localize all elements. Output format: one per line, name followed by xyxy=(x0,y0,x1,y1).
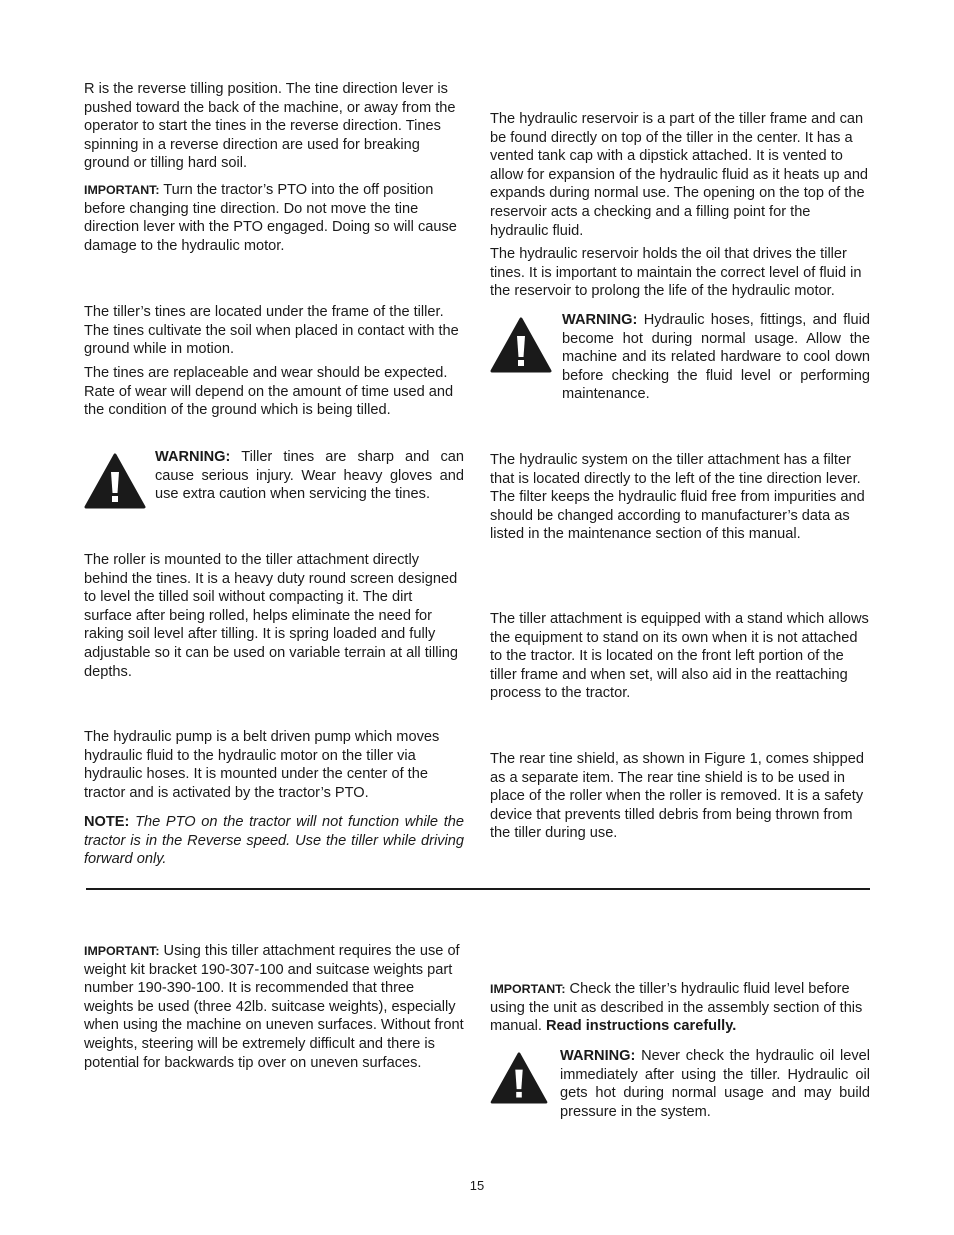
pump-paragraph: The hydraulic pump is a belt driven pump which moves hydraulic fluid to the hydraulic motor on the tiller via hydraulic hoses. It is mounted under the center of the tractor and is activated by the tractor’s PTO. xyxy=(84,729,440,801)
warning-label: WARNING: xyxy=(155,449,231,465)
reservoir-paragraph-2: The hydraulic reservoir holds the oil that drives the tiller tines. It is important to maintain the correct level of fluid in the reservoir to prolong the life of the hydraulic motor. xyxy=(490,246,862,300)
warning-hoses-text xyxy=(562,311,870,404)
warning-exclamation-icon xyxy=(490,317,552,373)
filter-paragraph: The hydraulic system on the tiller attachment has a filter that is located directly to the left of the tine direction lever. The filter keeps the hydraulic fluid free from impurities and should be changed according to manufacturer’s data as listed in the maintenance section of this manual. xyxy=(490,452,865,543)
stand-paragraph: The tiller attachment is equipped with a stand which allows the equipment to stand on its own when it is not attached to the tractor. It is located on the front left portion of the tiller frame and when set, will also aid in the reattaching process to the tractor. xyxy=(490,611,869,702)
shield-paragraph: The rear tine shield, as shown in Figure 1, comes shipped as a separate item. The rear tine shield is to be used in place of the roller when the roller is removed. It is a safety device that prevents tilled debris from being thrown from the tiller during use. xyxy=(490,751,864,842)
warning-text: Tiller tines are sharp and can cause serious injury. Wear heavy gloves and use extra caution when servicing the tines. xyxy=(155,449,464,503)
important-bold-text: Read instructions carefully. xyxy=(545,1018,737,1035)
warning-oil-text xyxy=(560,1047,870,1121)
important-label: IMPORTANT: xyxy=(84,183,160,197)
warning-tines-text xyxy=(155,448,464,504)
page-number: 15 xyxy=(469,1178,485,1193)
warning-exclamation-icon xyxy=(490,1052,548,1104)
tines-paragraph-1: The tiller’s tines are located under the frame of the tiller. The tines cultivate the soil when placed in contact with the ground while in motion. xyxy=(84,304,459,358)
note-label: NOTE: xyxy=(84,814,130,830)
roller-paragraph: The roller is mounted to the tiller attachment directly behind the tines. It is a heavy duty round screen designed to level the tilled soil without compacting it. The dirt surface after being rolled, helps eliminate the need for raking soil level after tilling. It is spring loaded and fully adjustable so it can be used on variable terrain at all tilling depths. xyxy=(84,552,458,680)
warning-text: Never check the hydraulic oil level immediately after using the tiller. Hydraulic oil gets hot during normal usage and may build pressure in the system. xyxy=(560,1048,870,1120)
important-text: Using this tiller attachment requires the use of weight kit bracket 190-307-100 and suitcase weights part number 190-390-100. It is recommended that three weights be used (three 42lb. suitcase weights), especially when using the machine on uneven surfaces. Without front weights, steering will be extremely difficult and there is potential for backwards tip over on uneven surfaces. xyxy=(84,943,464,1071)
warning-oil-block xyxy=(490,1047,870,1125)
note-text: The PTO on the tractor will not function while the tractor is in the Reverse speed. Use the tiller while driving forward only. xyxy=(84,814,464,868)
warning-hoses-block xyxy=(490,311,870,406)
important-weights-note xyxy=(84,942,464,1072)
warning-exclamation-icon xyxy=(84,453,146,509)
warning-tines-block xyxy=(84,448,464,510)
important-fluid-note xyxy=(490,980,870,1036)
important-pto-note xyxy=(84,181,464,255)
warning-label: WARNING: xyxy=(560,1048,636,1064)
section-divider xyxy=(86,888,870,890)
tines-paragraph-2: The tines are replaceable and wear should be expected. Rate of wear will depend on the amount of time used and the condition of the ground which is being tilled. xyxy=(84,365,454,419)
warning-label: WARNING: xyxy=(562,312,638,328)
important-text: Check the tiller’s hydraulic fluid level before using the unit as described in the assembly section of this manual. xyxy=(490,981,863,1035)
reverse-paragraph: R is the reverse tilling position. The tine direction lever is pushed toward the back of the machine, or away from the operator to start the tines in the reverse direction. Tines spinning in a reverse direction are used for breaking ground or tilling hard soil. xyxy=(84,81,456,172)
reservoir-paragraph-1: The hydraulic reservoir is a part of the tiller frame and can be found directly on top of the tiller in the center. It has a vented tank cap with a dipstick attached. It is vented to allow for expansion of the hydraulic fluid as it heats up and expands during normal use. The opening on the top of the reservoir acts a checking and a filling point for the hydraulic fluid. xyxy=(490,111,869,239)
important-label: IMPORTANT: xyxy=(84,944,160,958)
important-text: Turn the tractor’s PTO into the off position before changing tine direction. Do not move the tine direction lever with the PTO engaged. Doing so will cause damage to the hydraulic motor. xyxy=(84,182,457,254)
important-label: IMPORTANT: xyxy=(490,982,566,996)
warning-text: Hydraulic hoses, fittings, and fluid become hot during normal usage. Allow the machine and its related hardware to cool down before checking the fluid level or performing maintenance. xyxy=(562,312,870,403)
note-reverse xyxy=(84,813,464,869)
